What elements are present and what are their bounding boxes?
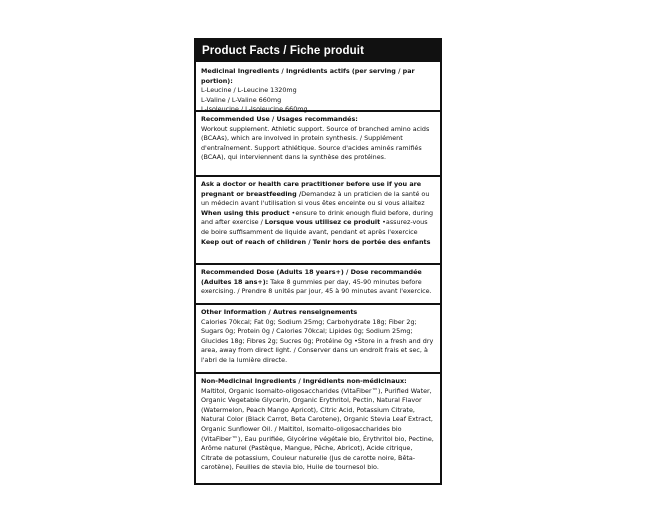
dose-heading: Recommended Dose (Adults 18 years+) / Dose recommandée (Adultes 18 ans+):: [201, 268, 422, 286]
recommended-use-section: [196, 110, 440, 175]
when-using-warning: [201, 209, 435, 238]
panel-title: Product Facts / Fiche produit: [196, 40, 440, 62]
dose-text: Take 8 gummies per day, 45-90 minutes before exercising. / Prendre 8 unités par jour, 45 à 90 minutes avant l'exercice.: [201, 277, 432, 296]
when-using-en: •ensure to drink enough fluid before, during and after exercise /: [201, 208, 434, 227]
when-using-bold: When using this product: [201, 208, 290, 217]
when-using-fr-bold: Lorsque vous utilisez ce produit: [264, 218, 381, 227]
recommended-use-heading: Recommended Use / Usages recommandés:: [201, 115, 358, 123]
ask-doctor-warning: [201, 180, 435, 209]
ingredient-isoleucine: L-Isoleucine / L-Isoleucine 660mg: [201, 105, 308, 114]
recommended-use-text: Workout supplement. Athletic support. Source of branched amino acids (BCAAs), which are involved in protein synthesis. / Supplément d'entraînement. Support athlétique. Source d'acides aminés ramifiés (BCAA), qui interviennent dans la synthèse des protéines.: [201, 124, 430, 162]
keep-out-warning: Keep out of reach of children / Tenir hors de portée des enfants: [201, 237, 431, 246]
other-info-heading: Other Information / Autres renseignements: [201, 308, 358, 316]
non-medicinal-heading: Non-Medicinal Ingredients / Ingrédients non-médicinaux:: [201, 377, 407, 385]
other-info-section: [196, 303, 440, 372]
ingredient-valine: L-Valine / L-Valine 660mg: [201, 95, 282, 104]
ask-doctor-fr: Demandez à un praticien de la santé ou un médecin avant l'utilisation si vous êtes enceinte ou si vous allaitez: [201, 189, 430, 208]
medicinal-ingredients-section: [196, 62, 440, 114]
product-facts-panel: [194, 38, 442, 485]
dose-text-block: [201, 268, 435, 297]
medicinal-heading: Medicinal Ingredients / Ingrédients actifs (per serving / par portion):: [201, 67, 415, 85]
non-medicinal-text: Maltitol, Organic Isomalto-oligosaccharides (VitaFiber™), Purified Water, Organic Vegetable Glycerin, Organic Erythritol, Pectin, Natural Flavor (Watermelon, Peach Mango Apricot), Citric Acid, Potassium Citrate, Natural Color (Black Carrot, Beta Carotene), Organic Stevia Leaf Extract, Organic Sunflower Oil. / Maltitol, Isomalto-oligosaccharides bio (VitaFiber™), Eau purifiée, Glycérine végétale bio, Érythritol bio, Pectine, Arôme naturel (Pastèque, Mangue, Pêche, Abricot), Acide citrique, Citrate de potassium, Couleur naturelle (Jus de carotte noire, Bêta-carotène), Feuilles de stevia bio, Huile de tournesol bio.: [201, 386, 434, 472]
when-using-fr: •assurez-vous de boire suffisamment de liquide avant, pendant et après l'exercice: [201, 218, 428, 236]
dose-section: [196, 263, 440, 303]
warnings-section: [196, 175, 440, 263]
ingredient-leucine: L-Leucine / L-Leucine 1320mg: [201, 86, 297, 95]
non-medicinal-section: [196, 372, 440, 476]
other-info-text: Calories 70kcal; Fat 0g; Sodium 25mg; Carbohydrate 18g; Fiber 2g; Sugars 0g; Protein 0g / Calories 70kcal; Lipides 0g; Sodium 25mg; Glucides 18g; Fibres 2g; Sucres 0g; Protéine 0g •Store in a fresh and dry area, away from direct light. / Conserver dans un endroit frais et sec, à l'abri de la lumière directe.: [201, 317, 434, 364]
ask-doctor-bold: Ask a doctor or health care practitioner before use if you are pregnant or breastfeeding /: [201, 180, 422, 198]
